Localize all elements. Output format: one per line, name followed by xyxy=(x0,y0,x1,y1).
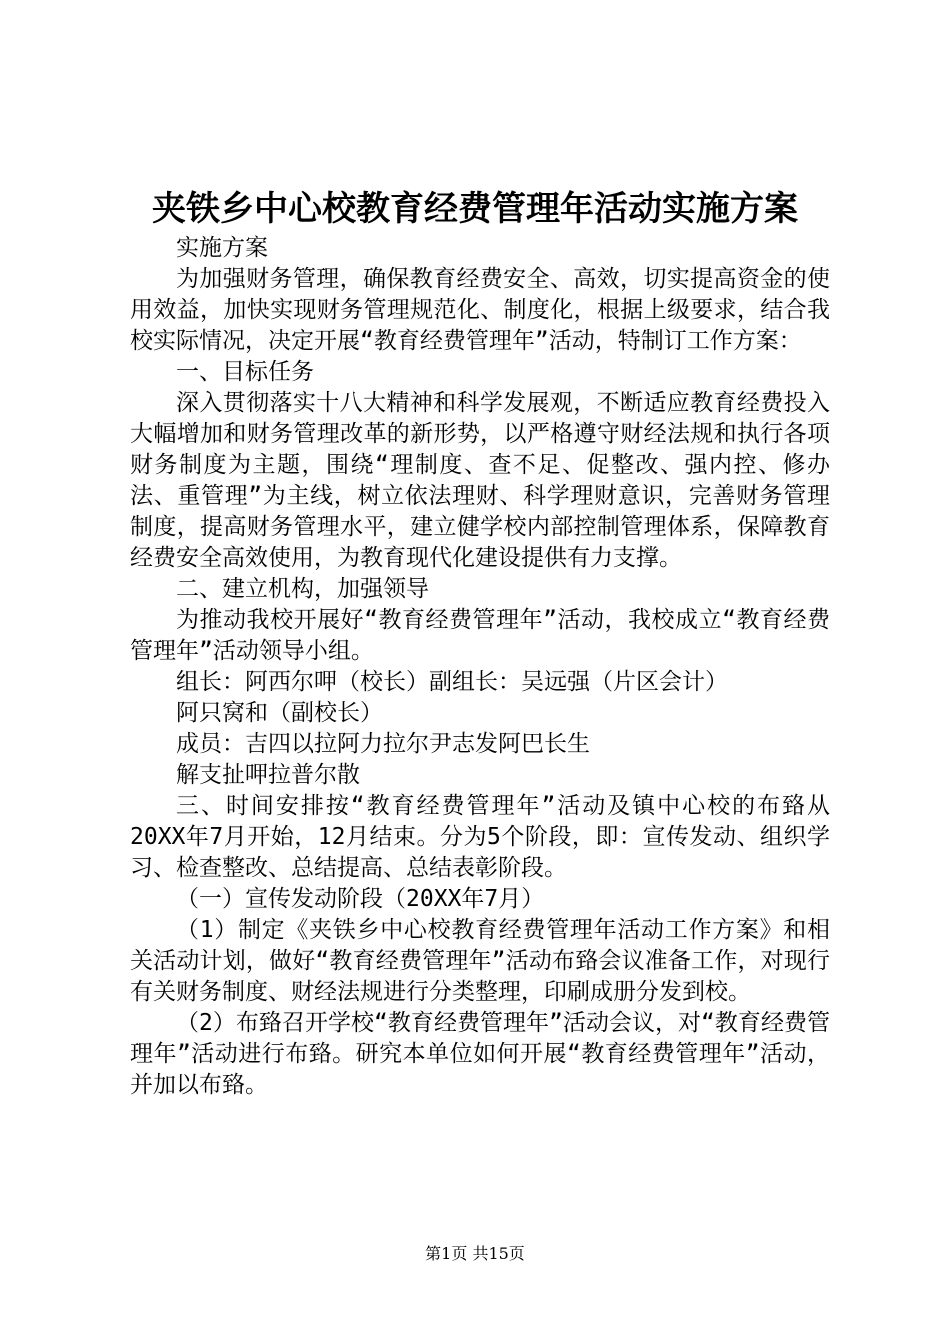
paragraph-organization: 为推动我校开展好“教育经费管理年”活动，我校成立“教育经费管理年”活动领导小组。 xyxy=(130,607,830,664)
paragraph-item-one: （1）制定《夹铁乡中心校教育经费管理年活动工作方案》和相关活动计划，做好“教育经费管理年”活动布臵会议准备工作，对现行有关财务制度、财经法规进行分类整理，印刷成册分发到校。 xyxy=(130,917,830,1005)
section-heading-stage-one: （一）宣传发动阶段（20XX年7月） xyxy=(176,886,545,912)
paragraph-vice-principal: 阿只窝和（副校长） xyxy=(176,700,383,726)
paragraph-intro: 为加强财务管理，确保教育经费安全、高效，切实提高资金的使用效益，加快实现财务管理规范化、制度化，根据上级要求，结合我校实际情况，决定开展“教育经费管理年”活动，特制订工作方案： xyxy=(130,266,830,354)
section-heading-organization: 二、建立机构，加强领导 xyxy=(176,576,429,602)
paragraph-schedule: 三、时间安排按“教育经费管理年”活动及镇中心校的布臵从20XX年7月开始，12月结束。分为5个阶段，即：宣传发动、组织学习、检查整改、总结提高、总结表彰阶段。 xyxy=(130,793,830,881)
page-footer: 第1页 共15页 xyxy=(425,1244,525,1263)
paragraph-members-cont: 解支扯呷拉普尔散 xyxy=(176,762,360,788)
paragraph-members: 成员：吉四以拉阿力拉尔尹志发阿巴长生 xyxy=(176,731,590,757)
paragraph-leaders: 组长：阿西尔呷（校长）副组长：吴远强（片区会计） xyxy=(176,669,728,695)
section-heading-goals: 一、目标任务 xyxy=(176,359,314,385)
document-body xyxy=(130,233,830,1101)
document-title: 夹铁乡中心校教育经费管理年活动实施方案 xyxy=(152,189,798,229)
paragraph-goals: 深入贯彻落实十八大精神和科学发展观，不断适应教育经费投入大幅增加和财务管理改革的新形势，以严格遵守财经法规和执行各项财务制度为主题，围绕“理制度、查不足、促整改、强内控、修办法、重管理”为主线，树立依法理财、科学理财意识，完善财务管理制度，提高财务管理水平，建立健学校内部控制管理体系，保障教育经费安全高效使用，为教育现代化建设提供有力支撑。 xyxy=(130,390,830,571)
paragraph-item-two: （2）布臵召开学校“教育经费管理年”活动会议，对“教育经费管理年”活动进行布臵。研究本单位如何开展“教育经费管理年”活动，并加以布臵。 xyxy=(130,1010,830,1098)
paragraph-heading: 实施方案 xyxy=(176,235,268,261)
